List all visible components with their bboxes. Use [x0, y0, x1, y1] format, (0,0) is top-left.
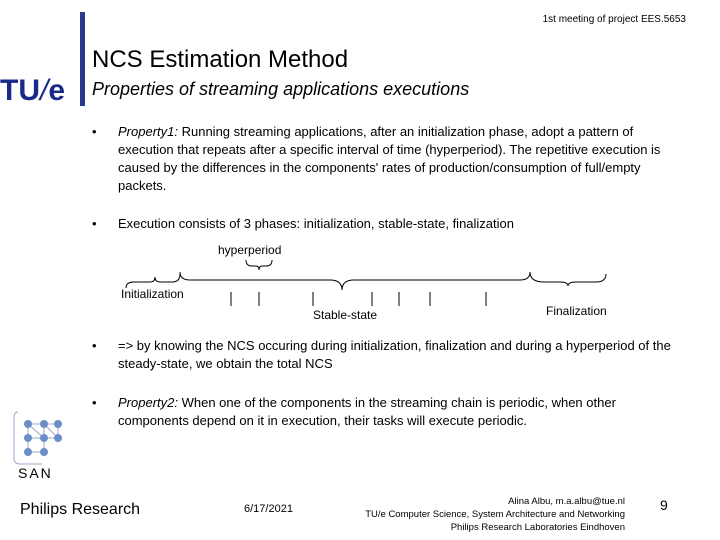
hyperperiod-brace [246, 260, 272, 270]
footer-author [340, 495, 625, 534]
footer-company: Philips Research [20, 501, 141, 518]
bullet-phases: Execution consists of 3 phases: initialization, stable-state, finalization [118, 216, 514, 231]
slide-subtitle: Properties of streaming applications executions [92, 79, 470, 99]
slide-title: NCS Estimation Method [92, 46, 349, 73]
stable-state-label: Stable-state [313, 308, 378, 322]
author-lab: Philips Research Laboratories Eindhoven [450, 522, 625, 533]
initialization-label: Initialization [121, 287, 184, 301]
footer-date: 6/17/2021 [244, 503, 293, 515]
author-department: TU/e Computer Science, System Architecture and Networking [365, 509, 625, 520]
bullet-marker: • [92, 124, 97, 139]
san-logo [12, 410, 84, 480]
property2-label: Property2: [118, 395, 178, 410]
property2-text: When one of the components in the streaming chain is periodic, when other components depend on it in execution, their tasks will execute periodic. [118, 395, 616, 428]
bullet-property2 [118, 394, 688, 430]
bullet-marker: • [92, 338, 97, 353]
san-text: SAN [18, 465, 53, 480]
finalization-label: Finalization [546, 304, 607, 318]
page-number: 9 [660, 497, 668, 513]
property1-label: Property1: [118, 124, 178, 139]
bullet-marker: • [92, 395, 97, 410]
san-network-icon [12, 410, 84, 480]
hyperperiod-label: hyperperiod [218, 243, 282, 257]
property1-text: Running streaming applications, after an initialization phase, adopt a pattern of execution that repeats after a specific interval of time (hyperperiod). The repetitive execution is caused by the differences in the components' rates of production/consumption of full/empty packets. [118, 124, 661, 193]
bullet-total-ncs: => by knowing the NCS occuring during initialization, finalization and during a hyperperiod of the steady-state, we obtain the total NCS [118, 338, 671, 371]
logo-slash: / [40, 74, 49, 107]
stable-state-brace [180, 272, 530, 290]
meeting-label: 1st meeting of project EES.5653 [542, 14, 686, 25]
initialization-brace [126, 274, 180, 288]
logo-e: e [48, 74, 66, 107]
logo-tu: TU [0, 74, 40, 107]
author-name: Alina Albu, m.a.albu@tue.nl [508, 496, 625, 507]
finalization-brace [530, 272, 606, 286]
bullet-marker: • [92, 216, 97, 231]
